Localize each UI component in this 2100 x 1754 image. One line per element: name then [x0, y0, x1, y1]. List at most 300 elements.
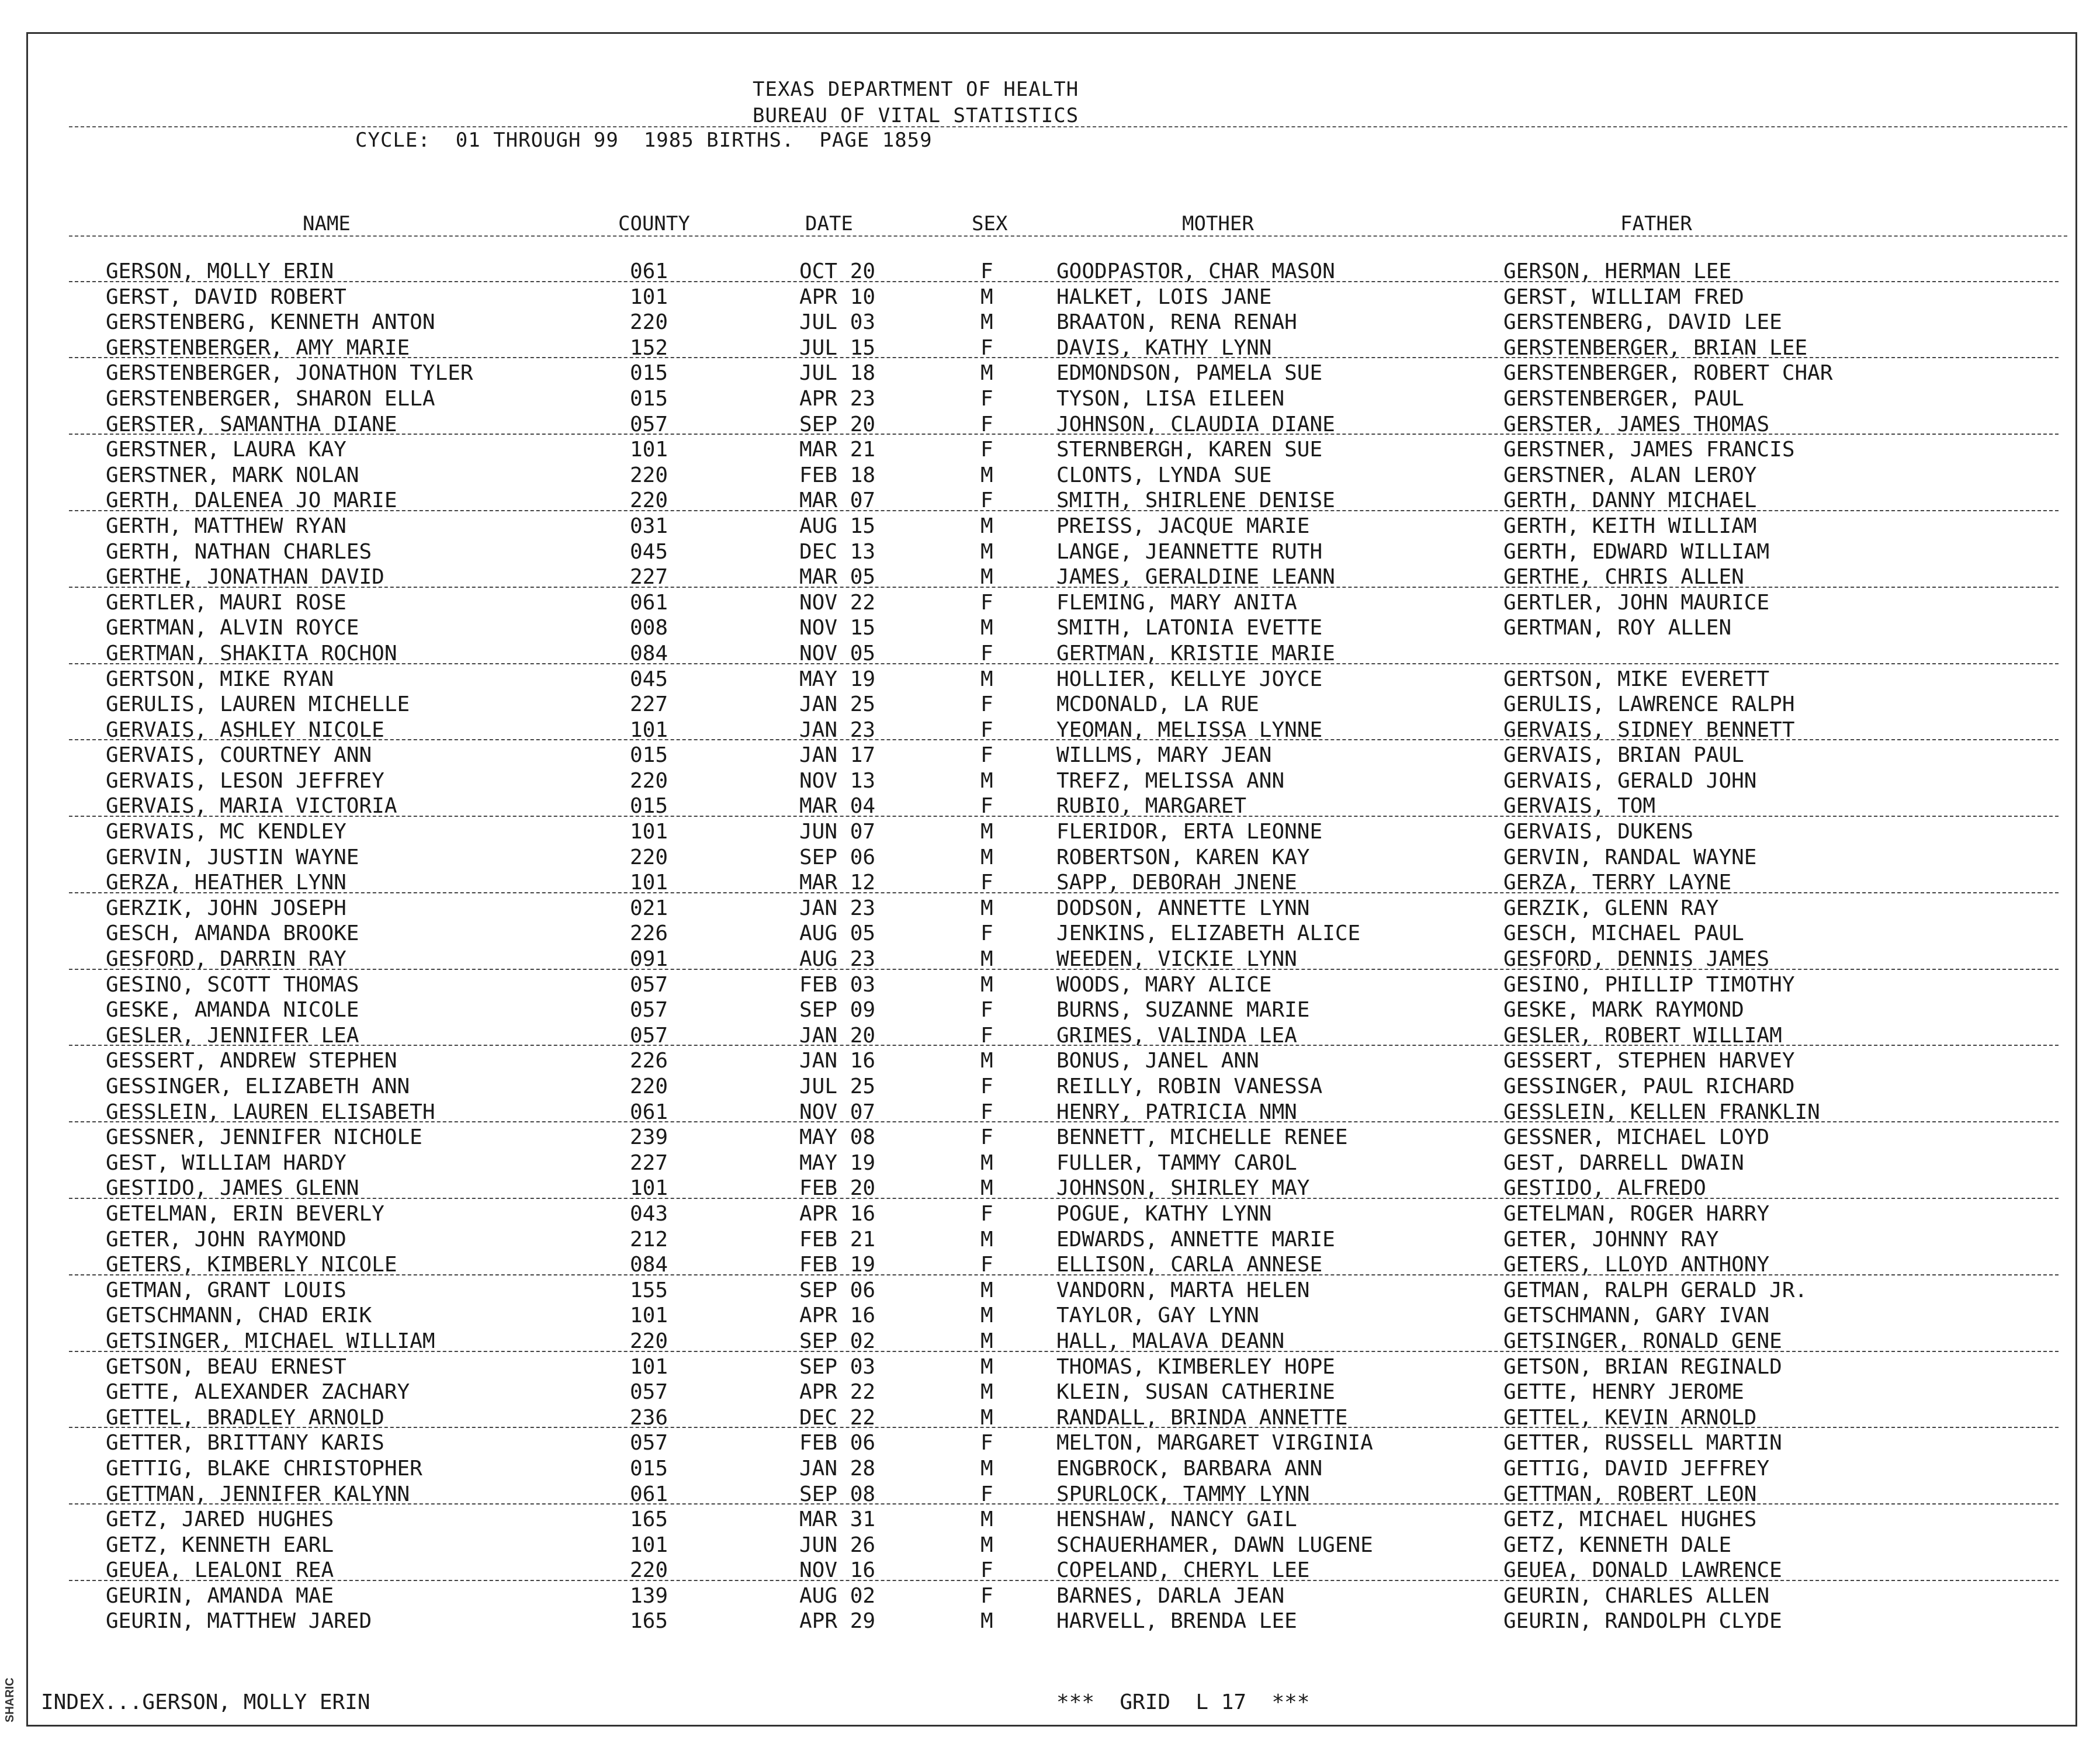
cell-date: MAR 21: [799, 438, 876, 462]
cell-date: JAN 17: [799, 743, 876, 768]
cell-name: GESSINGER, ELIZABETH ANN: [106, 1074, 410, 1098]
cell-date: JAN 23: [799, 896, 876, 920]
cell-county: 220: [630, 310, 668, 335]
cell-father: GESSINGER, PAUL RICHARD: [1503, 1074, 1795, 1098]
cell-county: 101: [630, 1304, 668, 1328]
cell-date: APR 23: [799, 386, 876, 411]
cell-sex: F: [980, 1583, 993, 1608]
cell-name: GERTMAN, ALVIN ROYCE: [106, 616, 359, 640]
column-header-father: FATHER: [1620, 212, 1692, 235]
cell-name: GERZA, HEATHER LYNN: [106, 871, 346, 895]
table-row: [28, 1074, 2079, 1100]
cell-father: GETMAN, RALPH GERALD JR.: [1503, 1278, 1808, 1302]
cell-sex: F: [980, 1074, 993, 1098]
cell-name: GETTEL, BRADLEY ARNOLD: [106, 1405, 384, 1430]
cell-county: 008: [630, 616, 668, 640]
table-row: [28, 1023, 2079, 1049]
cell-name: GETSCHMANN, CHAD ERIK: [106, 1304, 372, 1328]
table-row: [28, 1100, 2079, 1125]
cell-mother: DAVIS, KATHY LYNN: [1056, 335, 1272, 360]
cell-county: 227: [630, 565, 668, 590]
cell-county: 045: [630, 539, 668, 564]
cell-date: MAR 07: [799, 488, 876, 513]
cell-name: GERST, DAVID ROBERT: [106, 285, 346, 309]
cell-name: GETSINGER, MICHAEL WILLIAM: [106, 1329, 435, 1353]
table-row: [28, 1456, 2079, 1482]
cell-father: GERSTNER, JAMES FRANCIS: [1503, 438, 1795, 462]
table-row: [28, 972, 2079, 998]
table-row: [28, 412, 2079, 438]
cell-mother: ELLISON, CARLA ANNESE: [1056, 1253, 1323, 1277]
table-row: [28, 921, 2079, 947]
cell-date: SEP 03: [799, 1354, 876, 1379]
cell-sex: F: [980, 871, 993, 895]
cell-sex: F: [980, 488, 993, 513]
table-row: [28, 896, 2079, 921]
cell-father: GESKE, MARK RAYMOND: [1503, 998, 1744, 1022]
cell-sex: M: [980, 845, 993, 869]
table-row: [28, 1303, 2079, 1329]
cell-father: GETSON, BRIAN REGINALD: [1503, 1354, 1782, 1379]
cell-date: FEB 06: [799, 1431, 876, 1455]
cell-sex: F: [980, 692, 993, 717]
cell-sex: F: [980, 641, 993, 665]
table-row: [28, 437, 2079, 463]
table-row: [28, 793, 2079, 819]
cell-name: GERTH, MATTHEW RYAN: [106, 514, 346, 538]
cell-date: JAN 23: [799, 717, 876, 742]
cell-sex: F: [980, 717, 993, 742]
cell-sex: F: [980, 335, 993, 360]
cell-mother: ROBERTSON, KAREN KAY: [1056, 845, 1310, 869]
cell-mother: BONUS, JANEL ANN: [1056, 1049, 1259, 1073]
cell-sex: F: [980, 1253, 993, 1277]
cell-mother: TREFZ, MELISSA ANN: [1056, 768, 1285, 793]
cell-date: MAR 05: [799, 565, 876, 590]
cell-mother: YEOMAN, MELISSA LYNNE: [1056, 717, 1323, 742]
cell-date: APR 16: [799, 1304, 876, 1328]
cell-name: GETTIG, BLAKE CHRISTOPHER: [106, 1456, 422, 1481]
cell-sex: F: [980, 386, 993, 411]
cell-mother: DODSON, ANNETTE LYNN: [1056, 896, 1310, 920]
cell-sex: M: [980, 285, 993, 309]
cell-county: 015: [630, 743, 668, 768]
cell-sex: F: [980, 1431, 993, 1455]
cell-county: 155: [630, 1278, 668, 1302]
cell-date: DEC 13: [799, 539, 876, 564]
cell-sex: F: [980, 438, 993, 462]
cell-mother: BENNETT, MICHELLE RENEE: [1056, 1125, 1348, 1150]
cell-sex: M: [980, 820, 993, 844]
cell-sex: M: [980, 972, 993, 997]
cell-mother: CLONTS, LYNDA SUE: [1056, 463, 1272, 487]
cell-county: 015: [630, 794, 668, 819]
cell-sex: M: [980, 565, 993, 590]
cell-county: 220: [630, 845, 668, 869]
table-row: [28, 819, 2079, 845]
cell-date: SEP 06: [799, 1278, 876, 1302]
cell-name: GESLER, JENNIFER LEA: [106, 1023, 359, 1048]
cell-county: 084: [630, 641, 668, 665]
cell-father: GERSTENBERGER, PAUL: [1503, 386, 1744, 411]
cell-mother: TAYLOR, GAY LYNN: [1056, 1304, 1259, 1328]
cell-county: 220: [630, 1074, 668, 1098]
cell-sex: M: [980, 768, 993, 793]
cell-father: GEST, DARRELL DWAIN: [1503, 1150, 1744, 1175]
cell-county: 226: [630, 921, 668, 946]
cell-father: GEURIN, CHARLES ALLEN: [1503, 1583, 1770, 1608]
cell-name: GERSTER, SAMANTHA DIANE: [106, 412, 397, 436]
table-row: [28, 1583, 2079, 1609]
table-row: [28, 1278, 2079, 1304]
cell-sex: M: [980, 616, 993, 640]
cell-county: 015: [630, 361, 668, 386]
cell-sex: F: [980, 1482, 993, 1506]
cell-sex: M: [980, 310, 993, 335]
cell-county: 101: [630, 1176, 668, 1201]
cell-sex: F: [980, 998, 993, 1022]
table-row: [28, 1405, 2079, 1431]
cell-name: GETTMAN, JENNIFER KALYNN: [106, 1482, 410, 1506]
column-header-sex: SEX: [972, 212, 1008, 235]
cell-mother: SMITH, LATONIA EVETTE: [1056, 616, 1323, 640]
cell-name: GEURIN, AMANDA MAE: [106, 1583, 334, 1608]
cell-sex: M: [980, 1533, 993, 1557]
cell-name: GESSNER, JENNIFER NICHOLE: [106, 1125, 422, 1150]
birth-records-table: [28, 259, 2079, 1634]
cell-mother: WEEDEN, VICKIE LYNN: [1056, 947, 1297, 972]
cell-county: 220: [630, 1329, 668, 1353]
cell-mother: FULLER, TAMMY CAROL: [1056, 1150, 1297, 1175]
cell-mother: BRAATON, RENA RENAH: [1056, 310, 1297, 335]
table-row: [28, 692, 2079, 717]
cell-date: NOV 16: [799, 1558, 876, 1583]
cell-father: GETTE, HENRY JEROME: [1503, 1380, 1744, 1405]
cell-date: JUN 07: [799, 820, 876, 844]
cell-sex: F: [980, 743, 993, 768]
cell-mother: GERTMAN, KRISTIE MARIE: [1056, 641, 1335, 665]
cell-county: 091: [630, 947, 668, 972]
cell-sex: M: [980, 667, 993, 691]
table-row: [28, 997, 2079, 1023]
cell-father: GERVAIS, BRIAN PAUL: [1503, 743, 1744, 768]
cell-father: GERTH, KEITH WILLIAM: [1503, 514, 1757, 538]
cell-sex: M: [980, 514, 993, 538]
cell-mother: FLEMING, MARY ANITA: [1056, 590, 1297, 615]
header-rule: [69, 126, 2067, 127]
cell-county: 043: [630, 1201, 668, 1226]
cell-mother: VANDORN, MARTA HELEN: [1056, 1278, 1310, 1302]
cell-date: APR 29: [799, 1609, 876, 1634]
agency-title: TEXAS DEPARTMENT OF HEALTH: [753, 78, 1079, 101]
table-row: [28, 1227, 2079, 1253]
table-row: [28, 1379, 2079, 1405]
cell-date: MAR 12: [799, 871, 876, 895]
cell-name: GERVIN, JUSTIN WAYNE: [106, 845, 359, 869]
cell-name: GERVAIS, MARIA VICTORIA: [106, 794, 397, 819]
table-row: [28, 1558, 2079, 1583]
cell-county: 152: [630, 335, 668, 360]
cell-date: SEP 09: [799, 998, 876, 1022]
cell-mother: COPELAND, CHERYL LEE: [1056, 1558, 1310, 1583]
cell-sex: F: [980, 1100, 993, 1124]
cell-mother: FLERIDOR, ERTA LEONNE: [1056, 820, 1323, 844]
cell-date: MAY 19: [799, 1150, 876, 1175]
cell-county: 061: [630, 259, 668, 283]
cell-father: GERVAIS, GERALD JOHN: [1503, 768, 1757, 793]
cell-sex: M: [980, 1456, 993, 1481]
cell-date: APR 16: [799, 1201, 876, 1226]
cell-date: JUL 03: [799, 310, 876, 335]
table-row: [28, 1201, 2079, 1227]
cell-name: GERSTNER, MARK NOLAN: [106, 463, 359, 487]
cell-date: FEB 18: [799, 463, 876, 487]
table-row: [28, 1150, 2079, 1176]
cell-sex: M: [980, 1380, 993, 1405]
table-row: [28, 768, 2079, 794]
cell-name: GERTH, NATHAN CHARLES: [106, 539, 372, 564]
table-row: [28, 1430, 2079, 1456]
cell-name: GERVAIS, MC KENDLEY: [106, 820, 346, 844]
cell-date: JUN 26: [799, 1533, 876, 1557]
cell-father: GERVAIS, TOM: [1503, 794, 1656, 819]
cell-name: GETMAN, GRANT LOUIS: [106, 1278, 346, 1302]
cell-name: GERVAIS, ASHLEY NICOLE: [106, 717, 384, 742]
cell-father: GERSTER, JAMES THOMAS: [1503, 412, 1770, 436]
table-row: [28, 310, 2079, 335]
cell-sex: F: [980, 1558, 993, 1583]
cell-mother: KLEIN, SUSAN CATHERINE: [1056, 1380, 1335, 1405]
table-row: [28, 641, 2079, 667]
cell-mother: HARVELL, BRENDA LEE: [1056, 1609, 1297, 1634]
cell-mother: HALL, MALAVA DEANN: [1056, 1329, 1285, 1353]
cell-sex: M: [980, 1049, 993, 1073]
cell-county: 101: [630, 285, 668, 309]
table-row: [28, 743, 2079, 768]
cell-name: GETZ, JARED HUGHES: [106, 1507, 334, 1532]
cell-county: 084: [630, 1253, 668, 1277]
cell-mother: REILLY, ROBIN VANESSA: [1056, 1074, 1323, 1098]
cell-sex: M: [980, 1304, 993, 1328]
cell-father: GETER, JOHNNY RAY: [1503, 1227, 1719, 1252]
cell-date: MAY 08: [799, 1125, 876, 1150]
cycle-line: CYCLE: 01 THROUGH 99 1985 BIRTHS. PAGE 1859: [355, 129, 933, 152]
cell-sex: M: [980, 1609, 993, 1634]
column-header-rule: [69, 235, 2067, 237]
table-row: [28, 845, 2079, 871]
cell-father: GERSTENBERGER, ROBERT CHAR: [1503, 361, 1833, 386]
cell-county: 101: [630, 1533, 668, 1557]
cell-name: GERSON, MOLLY ERIN: [106, 259, 334, 283]
cell-date: FEB 19: [799, 1253, 876, 1277]
cell-mother: EDMONDSON, PAMELA SUE: [1056, 361, 1323, 386]
cell-county: 165: [630, 1507, 668, 1532]
column-header-name: NAME: [303, 212, 351, 235]
cell-date: NOV 22: [799, 590, 876, 615]
table-row: [28, 1252, 2079, 1278]
table-row: [28, 947, 2079, 972]
cell-date: JAN 20: [799, 1023, 876, 1048]
cell-father: GETSINGER, RONALD GENE: [1503, 1329, 1782, 1353]
cell-mother: SPURLOCK, TAMMY LYNN: [1056, 1482, 1310, 1506]
cell-sex: M: [980, 539, 993, 564]
cell-date: DEC 22: [799, 1405, 876, 1430]
cell-father: GERZIK, GLENN RAY: [1503, 896, 1719, 920]
cell-father: GETSCHMANN, GARY IVAN: [1503, 1304, 1770, 1328]
cell-sex: M: [980, 1329, 993, 1353]
cell-father: GESFORD, DENNIS JAMES: [1503, 947, 1770, 972]
cell-date: AUG 02: [799, 1583, 876, 1608]
table-row: [28, 1048, 2079, 1074]
column-header-mother: MOTHER: [1182, 212, 1254, 235]
table-row: [28, 1482, 2079, 1507]
cell-father: GERTHE, CHRIS ALLEN: [1503, 565, 1744, 590]
cell-mother: ENGBROCK, BARBARA ANN: [1056, 1456, 1323, 1481]
cell-father: GERVIN, RANDAL WAYNE: [1503, 845, 1757, 869]
cell-name: GEST, WILLIAM HARDY: [106, 1150, 346, 1175]
cell-mother: WILLMS, MARY JEAN: [1056, 743, 1272, 768]
cell-county: 101: [630, 1354, 668, 1379]
cell-mother: JOHNSON, CLAUDIA DIANE: [1056, 412, 1335, 436]
cell-sex: M: [980, 463, 993, 487]
cell-mother: EDWARDS, ANNETTE MARIE: [1056, 1227, 1335, 1252]
table-row: [28, 615, 2079, 641]
cell-mother: LANGE, JEANNETTE RUTH: [1056, 539, 1323, 564]
cell-county: 057: [630, 412, 668, 436]
table-row: [28, 870, 2079, 896]
table-row: [28, 285, 2079, 310]
document-page: [26, 32, 2077, 1727]
cell-date: FEB 03: [799, 972, 876, 997]
cell-father: GETELMAN, ROGER HARRY: [1503, 1201, 1770, 1226]
cell-name: GETERS, KIMBERLY NICOLE: [106, 1253, 397, 1277]
table-row: [28, 386, 2079, 412]
cell-mother: HALKET, LOIS JANE: [1056, 285, 1272, 309]
cell-name: GERSTENBERGER, SHARON ELLA: [106, 386, 435, 411]
table-row: [28, 1507, 2079, 1533]
cell-name: GERZIK, JOHN JOSEPH: [106, 896, 346, 920]
cell-county: 057: [630, 1023, 668, 1048]
cell-sex: F: [980, 921, 993, 946]
cell-date: SEP 06: [799, 845, 876, 869]
cell-father: GEUEA, DONALD LAWRENCE: [1503, 1558, 1782, 1583]
cell-name: GESKE, AMANDA NICOLE: [106, 998, 359, 1022]
cell-sex: F: [980, 412, 993, 436]
cell-mother: JENKINS, ELIZABETH ALICE: [1056, 921, 1361, 946]
cell-name: GESTIDO, JAMES GLENN: [106, 1176, 359, 1201]
cell-sex: M: [980, 1354, 993, 1379]
grid-label: *** GRID L 17 ***: [1056, 1690, 1310, 1714]
cell-father: GERSTNER, ALAN LEROY: [1503, 463, 1757, 487]
cell-date: JUL 25: [799, 1074, 876, 1098]
cell-date: AUG 15: [799, 514, 876, 538]
cell-name: GERTLER, MAURI ROSE: [106, 590, 346, 615]
cell-sex: M: [980, 947, 993, 972]
table-row: [28, 1609, 2079, 1634]
cell-sex: M: [980, 1507, 993, 1532]
cell-father: GERSTENBERG, DAVID LEE: [1503, 310, 1782, 335]
cell-father: GERSTENBERGER, BRIAN LEE: [1503, 335, 1808, 360]
cell-date: SEP 02: [799, 1329, 876, 1353]
cell-name: GERSTENBERGER, JONATHON TYLER: [106, 361, 473, 386]
cell-county: 165: [630, 1609, 668, 1634]
cell-name: GERULIS, LAUREN MICHELLE: [106, 692, 410, 717]
cell-father: GERTH, EDWARD WILLIAM: [1503, 539, 1770, 564]
cell-mother: MELTON, MARGARET VIRGINIA: [1056, 1431, 1373, 1455]
table-row: [28, 667, 2079, 692]
cell-sex: F: [980, 794, 993, 819]
cell-sex: M: [980, 361, 993, 386]
cell-county: 220: [630, 768, 668, 793]
cell-mother: MCDONALD, LA RUE: [1056, 692, 1259, 717]
cell-father: GEURIN, RANDOLPH CLYDE: [1503, 1609, 1782, 1634]
cell-date: MAR 31: [799, 1507, 876, 1532]
cell-name: GESINO, SCOTT THOMAS: [106, 972, 359, 997]
index-label: INDEX...GERSON, MOLLY ERIN: [41, 1690, 370, 1714]
cell-date: MAR 04: [799, 794, 876, 819]
cell-mother: THOMAS, KIMBERLEY HOPE: [1056, 1354, 1335, 1379]
cell-father: GETERS, LLOYD ANTHONY: [1503, 1253, 1770, 1277]
cell-mother: STERNBERGH, KAREN SUE: [1056, 438, 1323, 462]
table-row: [28, 1533, 2079, 1558]
cell-name: GETTER, BRITTANY KARIS: [106, 1431, 384, 1455]
cell-county: 236: [630, 1405, 668, 1430]
cell-county: 220: [630, 463, 668, 487]
cell-county: 057: [630, 1380, 668, 1405]
cell-mother: SCHAUERHAMER, DAWN LUGENE: [1056, 1533, 1373, 1557]
cell-mother: GOODPASTOR, CHAR MASON: [1056, 259, 1335, 283]
cell-father: GETZ, KENNETH DALE: [1503, 1533, 1732, 1557]
cell-father: GERTH, DANNY MICHAEL: [1503, 488, 1757, 513]
cell-county: 045: [630, 667, 668, 691]
cell-date: SEP 20: [799, 412, 876, 436]
cell-county: 227: [630, 692, 668, 717]
cell-date: AUG 05: [799, 921, 876, 946]
cell-name: GERTHE, JONATHAN DAVID: [106, 565, 384, 590]
cell-sex: M: [980, 1405, 993, 1430]
cell-mother: SAPP, DEBORAH JNENE: [1056, 871, 1297, 895]
table-row: [28, 539, 2079, 565]
cell-mother: PREISS, JACQUE MARIE: [1056, 514, 1310, 538]
cell-county: 031: [630, 514, 668, 538]
cell-date: JUL 18: [799, 361, 876, 386]
table-row: [28, 564, 2079, 590]
table-row: [28, 514, 2079, 539]
cell-name: GESCH, AMANDA BROOKE: [106, 921, 359, 946]
cell-mother: BARNES, DARLA JEAN: [1056, 1583, 1285, 1608]
cell-father: GESSERT, STEPHEN HARVEY: [1503, 1049, 1795, 1073]
table-row: [28, 1125, 2079, 1150]
cell-sex: F: [980, 1023, 993, 1048]
cell-father: GERVAIS, DUKENS: [1503, 820, 1694, 844]
cell-date: OCT 20: [799, 259, 876, 283]
cell-date: APR 22: [799, 1380, 876, 1405]
cell-father: GETTIG, DAVID JEFFREY: [1503, 1456, 1770, 1481]
cell-county: 101: [630, 717, 668, 742]
cell-mother: HOLLIER, KELLYE JOYCE: [1056, 667, 1323, 691]
cell-mother: RUBIO, MARGARET: [1056, 794, 1247, 819]
cell-father: GETTER, RUSSELL MARTIN: [1503, 1431, 1782, 1455]
cell-date: SEP 08: [799, 1482, 876, 1506]
cell-county: 212: [630, 1227, 668, 1252]
cell-date: NOV 05: [799, 641, 876, 665]
cell-mother: TYSON, LISA EILEEN: [1056, 386, 1285, 411]
table-row: [28, 1176, 2079, 1201]
cell-father: GESSNER, MICHAEL LOYD: [1503, 1125, 1770, 1150]
table-row: [28, 488, 2079, 514]
cell-county: 061: [630, 1100, 668, 1124]
cell-date: FEB 21: [799, 1227, 876, 1252]
